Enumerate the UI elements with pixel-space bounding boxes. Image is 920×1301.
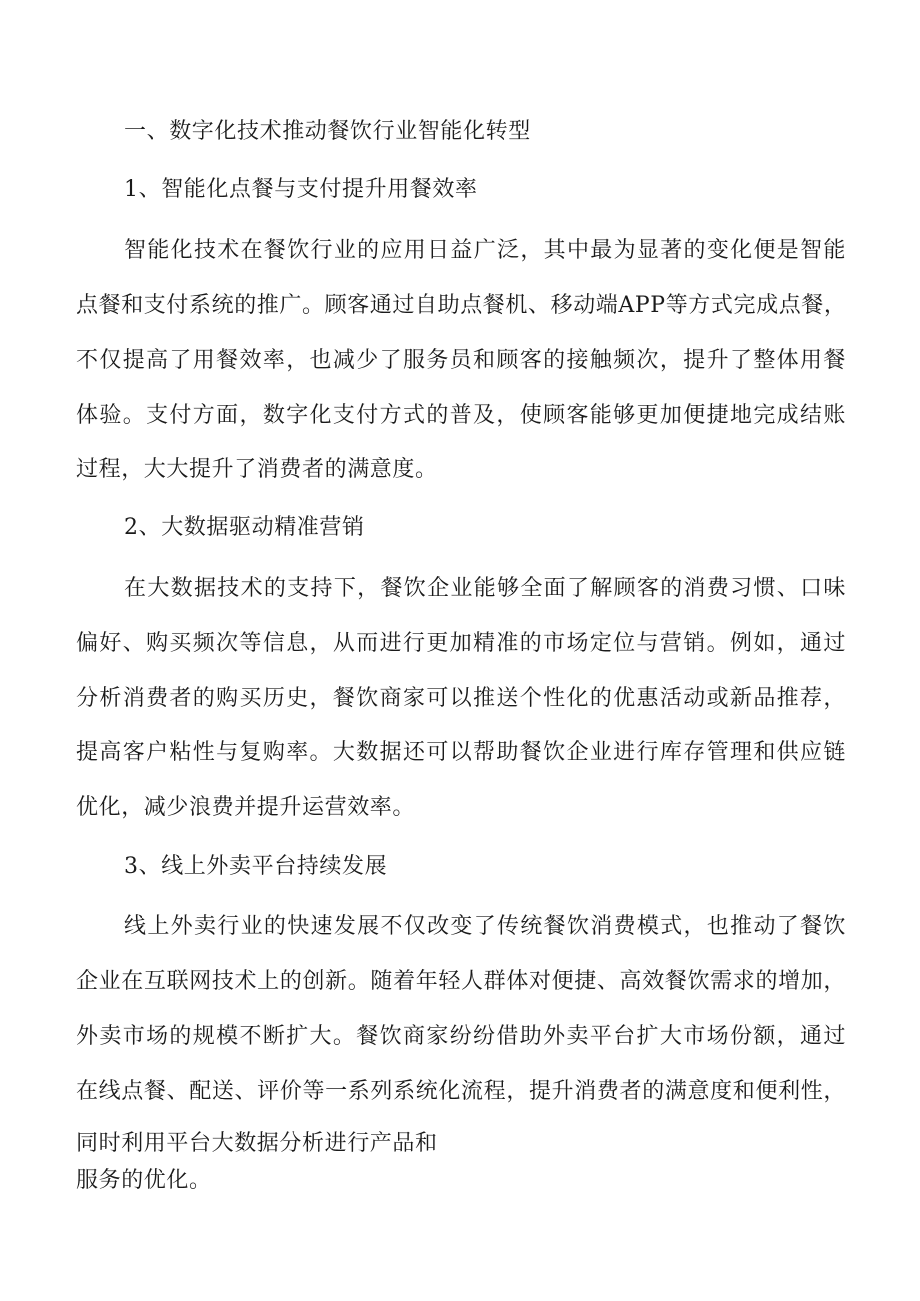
paragraph-line: 提高客户粘性与复购率。大数据还可以帮助餐饮企业进行库存管理和供应链 (76, 740, 846, 765)
paragraph-line: 同时利用平台大数据分析进行产品和 (76, 1131, 438, 1156)
paragraph-line: 优化，减少浪费并提升运营效率。 (76, 795, 416, 820)
paragraph-line: 点餐和支付系统的推广。顾客通过自助点餐机、移动端APP等方式完成点餐， (76, 293, 847, 318)
section-heading: 一、数字化技术推动餐饮行业智能化转型 (124, 119, 531, 144)
subsection-heading-3: 3、线上外卖平台持续发展 (124, 854, 388, 879)
paragraph-line: 偏好、购买频次等信息，从而进行更加精准的市场定位与营销。例如，通过 (76, 631, 846, 656)
paragraph-line: 在大数据技术的支持下，餐饮企业能够全面了解顾客的消费习惯、口味 (124, 576, 846, 601)
subsection-heading-2: 2、大数据驱动精准营销 (124, 515, 365, 540)
paragraph-line: 智能化技术在餐饮行业的应用日益广泛，其中最为显著的变化便是智能 (124, 238, 846, 263)
paragraph-line: 外卖市场的规模不断扩大。餐饮商家纷纷借助外卖平台扩大市场份额，通过 (76, 1024, 846, 1049)
paragraph-line: 不仅提高了用餐效率，也减少了服务员和顾客的接触频次，提升了整体用餐 (76, 348, 846, 373)
paragraph-line: 分析消费者的购买历史，餐饮商家可以推送个性化的优惠活动或新品推荐， (76, 686, 846, 711)
paragraph-line: 企业在互联网技术上的创新。随着年轻人群体对便捷、高效餐饮需求的增加， (76, 969, 846, 994)
paragraph-line: 体验。支付方面，数字化支付方式的普及，使顾客能够更加便捷地完成结账 (76, 403, 846, 428)
paragraph-line: 服务的优化。 (76, 1168, 212, 1193)
subsection-heading-1: 1、智能化点餐与支付提升用餐效率 (124, 177, 478, 202)
paragraph-line: 在线点餐、配送、评价等一系列系统化流程，提升消费者的满意度和便利性， (76, 1079, 846, 1104)
paragraph-line: 线上外卖行业的快速发展不仅改变了传统餐饮消费模式，也推动了餐饮 (124, 914, 846, 939)
paragraph-line: 过程，大大提升了消费者的满意度。 (76, 457, 438, 482)
